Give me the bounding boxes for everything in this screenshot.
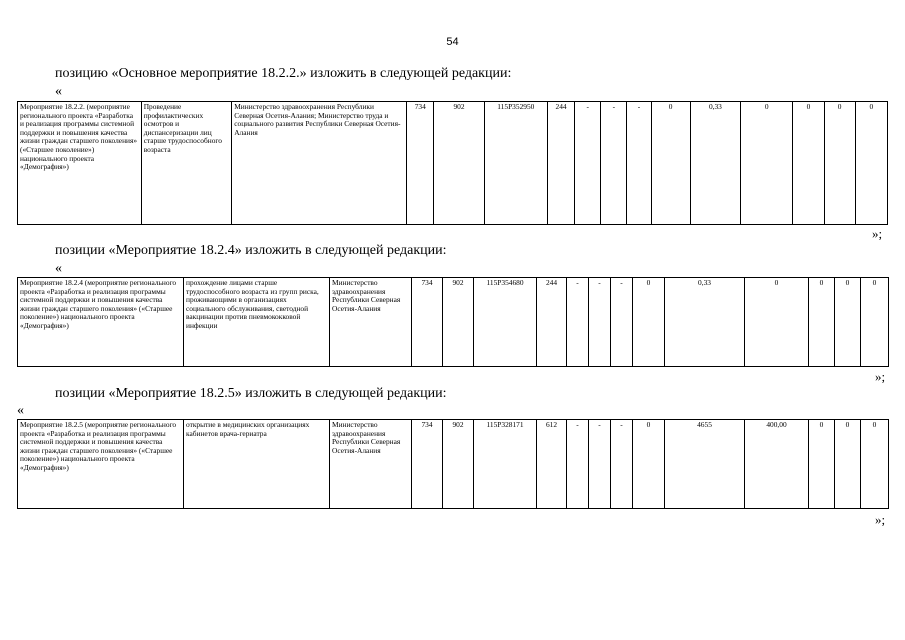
section-2-instruction: позиции «Мероприятие 18.2.4» изложить в следующей редакции:: [55, 243, 447, 258]
table-cell: 115P352950: [484, 102, 547, 225]
table-cell: 734: [412, 278, 443, 367]
table-cell: 0: [793, 102, 824, 225]
table-cell: Мероприятие 18.2.4 (мероприятие регионального проекта «Разработка и реализация программы системной поддержки и повышения качества жизни граждан старшего поколения» («Старшее поколение») национального проекта «Демография»): [18, 278, 184, 367]
table-cell: открытие в медицинских организациях кабинетов врача-гериатра: [184, 420, 330, 509]
section-1-open-quote: «: [55, 84, 62, 99]
table-cell: 902: [443, 420, 474, 509]
section-2-table: [17, 277, 889, 367]
table-cell: 0: [741, 102, 793, 225]
table-cell: 244: [548, 102, 575, 225]
table-cell: 734: [412, 420, 443, 509]
table-cell: -: [567, 278, 589, 367]
table-cell: 0: [633, 278, 665, 367]
table-cell: 0: [745, 278, 809, 367]
table-cell: 0,33: [665, 278, 745, 367]
table-cell: 244: [537, 278, 567, 367]
table-row: [18, 278, 889, 367]
section-3-table: [17, 419, 889, 509]
section-3-open-quote: «: [17, 403, 24, 418]
table-cell: -: [589, 420, 611, 509]
table-cell: -: [627, 102, 651, 225]
section-3-close-quote: »;: [875, 512, 886, 527]
table-cell: 0: [861, 278, 889, 367]
table-row: [18, 102, 888, 225]
table-row: [18, 420, 889, 509]
table-cell: 0: [835, 278, 861, 367]
table-cell: 0: [651, 102, 690, 225]
table-cell: -: [611, 278, 633, 367]
table-cell: 400,00: [745, 420, 809, 509]
table-cell: -: [567, 420, 589, 509]
page-number: 54: [446, 36, 459, 48]
table-cell: 0: [835, 420, 861, 509]
section-1-instruction: позицию «Основное мероприятие 18.2.2.» изложить в следующей редакции:: [55, 66, 512, 81]
section-1-close-quote: »;: [872, 226, 883, 241]
table-cell: 0: [855, 102, 887, 225]
table-cell: Мероприятие 18.2.5 (мероприятие регионального проекта «Разработка и реализация программы системной поддержки и повышения качества жизни граждан старшего поколения» («Старшее поколение») национального проекта «Демография»): [18, 420, 184, 509]
table-cell: -: [575, 102, 601, 225]
section-2-close-quote: »;: [875, 369, 886, 384]
table-cell: 734: [407, 102, 434, 225]
table-cell: 902: [443, 278, 474, 367]
table-cell: 0,33: [690, 102, 740, 225]
table-cell: Министерство здравоохранения Республики Северная Осетия-Алания: [330, 420, 412, 509]
table-cell: 612: [537, 420, 567, 509]
section-3-instruction: позиции «Мероприятие 18.2.5» изложить в следующей редакции:: [55, 386, 447, 401]
table-cell: 902: [434, 102, 484, 225]
table-cell: 0: [861, 420, 889, 509]
table-cell: 0: [824, 102, 855, 225]
table-cell: 0: [633, 420, 665, 509]
table-cell: Мероприятие 18.2.2. (мероприятие регионального проекта «Разработка и реализация программы системной поддержки и повышения качества жизни граждан старшего поколения» («Старшее поколение») национального проекта «Демография»): [18, 102, 142, 225]
section-2-open-quote: «: [55, 261, 62, 276]
table-cell: 0: [809, 278, 835, 367]
table-cell: Министерство здравоохранения Республики Северная Осетия-Алания: [330, 278, 412, 367]
table-cell: -: [611, 420, 633, 509]
table-cell: 115P354680: [474, 278, 537, 367]
table-cell: Проведение профилактических осмотров и диспансеризации лиц старше трудоспособного возраста: [141, 102, 232, 225]
table-cell: 0: [809, 420, 835, 509]
table-cell: 4655: [665, 420, 745, 509]
table-cell: -: [601, 102, 627, 225]
table-cell: -: [589, 278, 611, 367]
table-cell: 115P328171: [474, 420, 537, 509]
table-cell: Министерство здравоохранения Республики Северная Осетия-Алания; Министерство труда и социального развития Республики Северная Осетия-Алания: [232, 102, 407, 225]
table-cell: прохождение лицами старше трудоспособного возраста из групп риска, проживающими в организациях социального обслуживания, светодной вакцинации против пневмококковой инфекции: [184, 278, 330, 367]
section-1-table: [17, 101, 888, 225]
